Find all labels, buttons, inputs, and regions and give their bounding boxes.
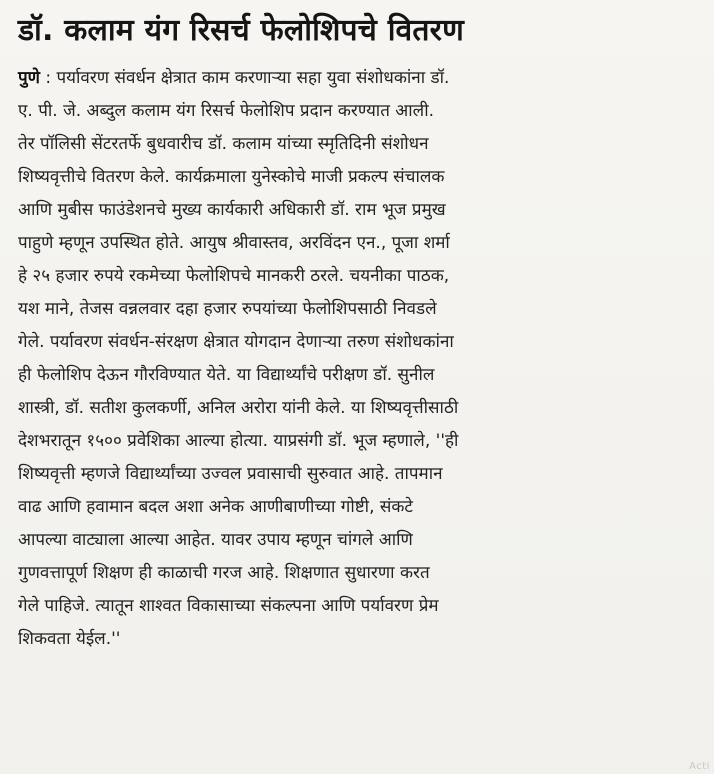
article-line: शास्त्री, डॉ. सतीश कुलकर्णी, अनिल अरोरा यांनी केले. या शिष्यवृत्तीसाठी: [18, 398, 459, 418]
article-line: तेर पॉलिसी सेंटरतर्फे बुधवारीच डॉ. कलाम यांच्या स्मृतिदिनी संशोधन: [18, 134, 429, 154]
article-line: गेले पाहिजे. त्यातून शाश्वत विकासाच्या संकल्पना आणि पर्यावरण प्रेम: [18, 596, 439, 616]
article-line: ए. पी. जे. अब्दुल कलाम यंग रिसर्च फेलोशिप प्रदान करण्यात आली.: [18, 101, 435, 121]
article-line: गुणवत्तापूर्ण शिक्षण ही काळाची गरज आहे. शिक्षणात सुधारणा करत: [18, 563, 430, 583]
article-line: यश माने, तेजस वन्नलवार दहा हजार रुपयांच्या फेलोशिपसाठी निवडले: [18, 299, 437, 319]
article-line: [18, 62, 696, 95]
article-line: हे २५ हजार रुपये रकमेच्या फेलोशिपचे मानकरी ठरले. चयनीका पाठक,: [18, 266, 450, 286]
article-line: गेले. पर्यावरण संवर्धन-संरक्षण क्षेत्रात योगदान देणाऱ्या तरुण संशोधकांना: [18, 332, 454, 352]
article-line: देशभरातून १५०० प्रवेशिका आल्या होत्या. याप्रसंगी डॉ. भूज म्हणाले, ''ही: [18, 431, 459, 451]
article-body: [18, 62, 696, 656]
article-line-text: : पर्यावरण संवर्धन क्षेत्रात काम करणाऱ्या सहा युवा संशोधकांना डॉ.: [39, 68, 450, 88]
article-line: शिकवता येईल.'': [18, 629, 121, 649]
article-dateline: पुणे: [18, 68, 40, 88]
article-line: ही फेलोशिप देऊन गौरविण्यात येते. या विद्यार्थ्यांचे परीक्षण डॉ. सुनील: [18, 365, 435, 385]
article-line: वाढ आणि हवामान बदल अशा अनेक आणीबाणीच्या गोष्टी, संकटे: [18, 497, 413, 517]
article-line: आपल्या वाट्याला आल्या आहेत. यावर उपाय म्हणून चांगले आणि: [18, 530, 413, 550]
article-line: शिष्यवृत्ती म्हणजे विद्यार्थ्यांच्या उज्वल प्रवासाची सुरुवात आहे. तापमान: [18, 464, 443, 484]
article-headline: डॉ. कलाम यंग रिसर्च फेलोशिपचे वितरण: [18, 13, 464, 48]
article-line: शिष्यवृत्तीचे वितरण केले. कार्यक्रमाला युनेस्कोचे माजी प्रकल्प संचालक: [18, 167, 445, 187]
watermark-text: Acti: [689, 761, 710, 772]
article-line: आणि मुबीस फाउंडेशनचे मुख्य कार्यकारी अधिकारी डॉ. राम भूज प्रमुख: [18, 200, 446, 220]
article-line: पाहुणे म्हणून उपस्थित होते. आयुष श्रीवास्तव, अरविंदन एन., पूजा शर्मा: [18, 233, 450, 253]
